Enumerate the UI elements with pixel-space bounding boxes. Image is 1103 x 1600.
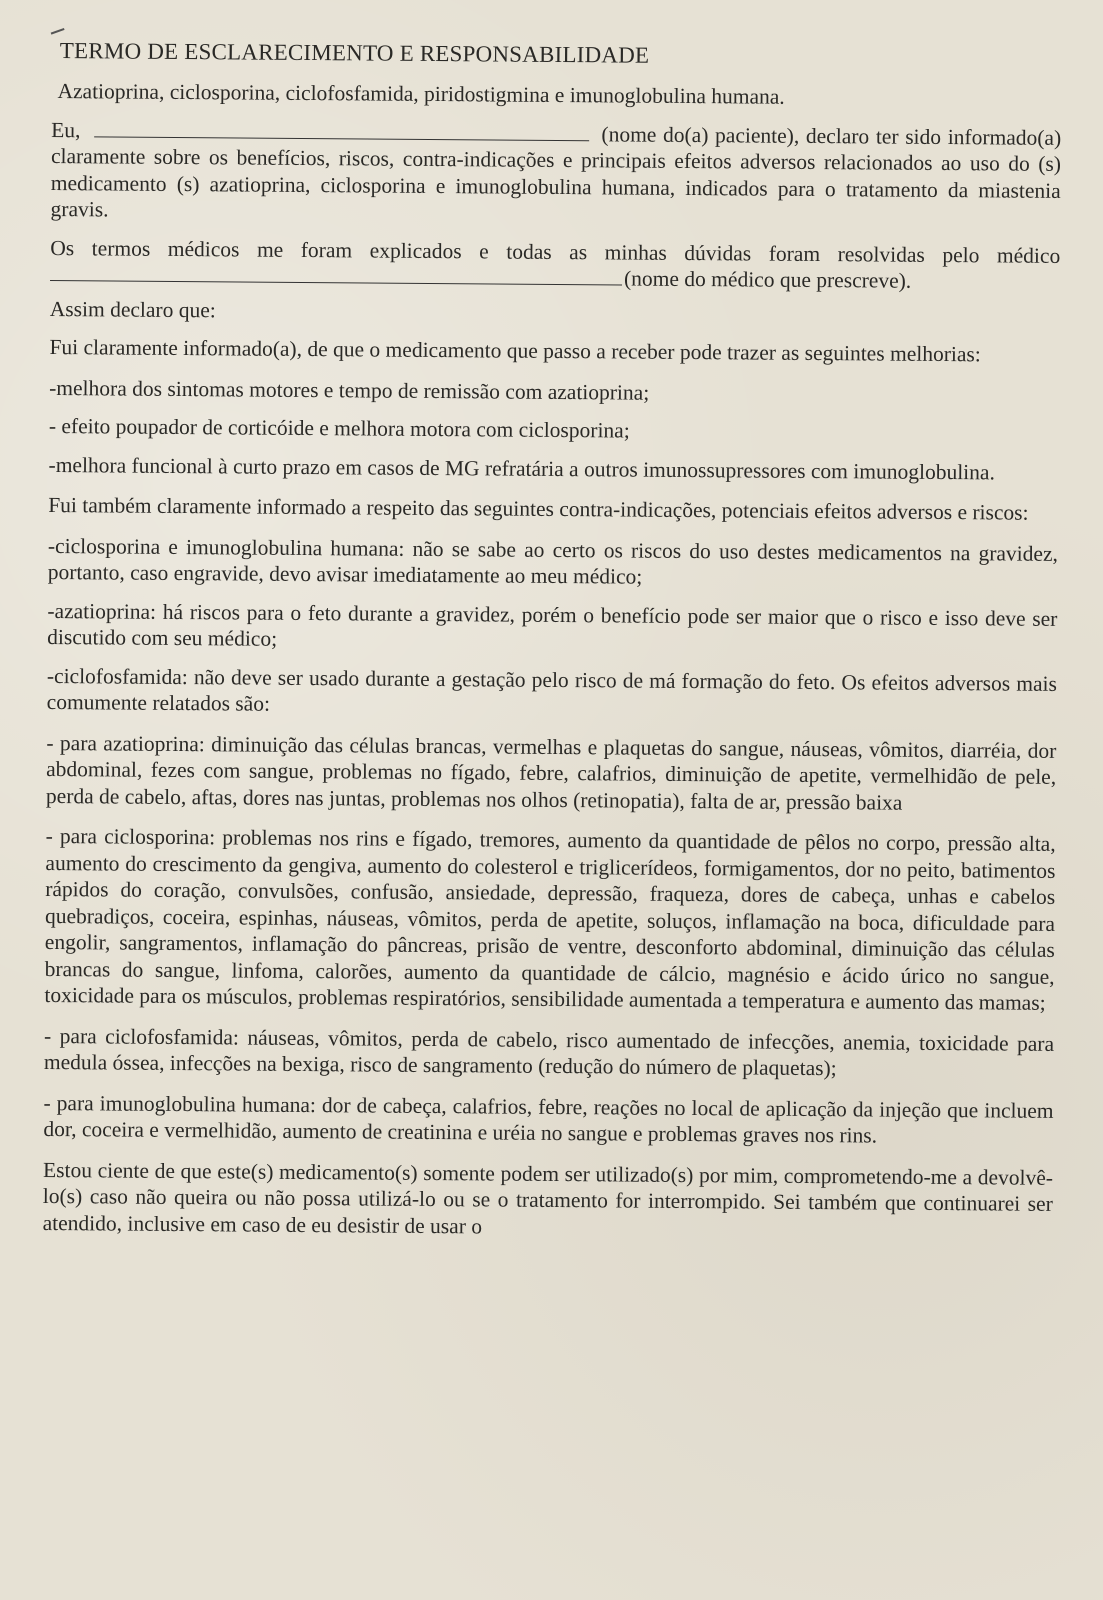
benefit-item: -melhora funcional à curto prazo em casos de MG refratária a outros imunossupressores com imunoglobulina. [48,452,995,484]
risk-item: -ciclosporina e imunoglobulina humana: não se sabe ao certo os riscos do uso destes medicamentos na gravidez, portanto, caso engravide, devo avisar imediatamente ao meu médico; [47,533,1059,589]
adverse-item: - para azatioprina: diminuição das células brancas, vermelhas e plaquetas do sangue, náuseas, vômitos, diarréia, dor abdominal, fezes com sangue, problemas no fígado, febre, calafrios, diminuição de apetite, vermelhidão de pele, perda de cabelo, aftas, dores nas juntas, problemas nos olhos (retinopatia), falta de ar, pressão baixa [45,730,1057,815]
risks-intro: Fui também claramente informado a respeito das seguintes contra-indicações, potenciais efeitos adversos e riscos: [48,492,1029,525]
adverse-item: - para ciclosporina: problemas nos rins e fígado, tremores, aumento da quantidade de pêlos no corpo, pressão alta, aumento do crescimento da gengiva, aumento do colesterol e triglicerídeos, formigamentos, dor no peito, batimentos rápidos do coração, convulsões, confusão, ansiedade, depressão, fraqueza, dores de cabeça, unhas e cabelos quebradiços, coceira, espinhas, náuseas, vômitos, perda de apetite, soluços, inflamação na boca, dificuldade para engolir, sangramentos, inflamação do pâncreas, prisão de ventre, desconforto abdominal, diminuição das células brancas do sangue, linfoma, calorões, aumento da quantidade de cálcio, magnésio e ácido úrico no sangue, toxicidade para os músculos, problemas respiratórios, sensibilidade aumentada a temperatura e aumento das mamas; [44,823,1056,1015]
medico-paragraph [50,234,1060,295]
risk-item: -azatioprina: há riscos para o feto durante a gravidez, porém o benefício pode ser maior que o risco e isso deve ser discutido com seu médico; [47,598,1058,651]
benefits-intro: Fui claramente informado(a), de que o medicamento que passo a receber pode trazer as seguintes melhorias: [49,334,981,367]
doctor-name-blank [50,262,622,285]
document-title: TERMO DE ESCLARECIMENTO E RESPONSABILIDADE [59,38,650,68]
patient-name-blank [94,118,589,141]
intro-prefix: Eu, [51,117,81,142]
risk-item: -ciclofosfamida: não deve ser usado durante a gestação pelo risco de má formação do feto. Os efeitos adversos mais comumente relatados são: [46,663,1057,716]
medico-prefix: Os termos médicos me foram explicados e todas as minhas dúvidas foram resolvidas pelo médico [50,235,1061,268]
closing-paragraph: Estou ciente de que este(s) medicamento(s) somente podem ser utilizado(s) por mim, comprometendo-me a devolvê-lo(s) caso não queira ou não possa utilizá-lo ou se o tratamento for interrompido. Sei também que continuarei ser atendido, inclusive em caso de eu desistir de usar o [42,1157,1054,1238]
intro-suffix: (nome do(a) paciente), declaro ter sido informado(a) claramente sobre os benefícios, riscos, contra-indicações e principais efeitos adversos relacionados ao uso do (s) medicamento (s) azatioprina, ciclosporina e imunoglobulina humana, indicados para o tratamento da miastenia gravis. [50,121,1062,222]
adverse-item: - para ciclofosfamida: náuseas, vômitos, perda de cabelo, risco aumentado de infecções, anemia, toxicidade para medula óssea, infecções na bexiga, risco de sangramento (redução do número de plaquetas); [43,1023,1055,1081]
adverse-item: - para imunoglobulina humana: dor de cabeça, calafrios, febre, reações no local de aplicação da injeção que incluem dor, coceira e vermelhidão, aumento de creatinina e uréia no sangue e problemas graves nos rins. [43,1090,1054,1148]
intro-paragraph [50,116,1061,230]
benefit-item: -melhora dos sintomas motores e tempo de remissão com azatioprina; [49,375,650,405]
drugs-line: Azatioprina, ciclosporina, ciclofosfamida, piridostigmina e imunoglobulina humana. [57,79,785,109]
declaro-line: Assim declaro que: [49,296,216,322]
benefit-item: - efeito poupador de corticóide e melhora motora com ciclosporina; [48,413,630,443]
consent-document [40,30,1062,1588]
medico-suffix: (nome do médico que prescreve). [623,266,912,293]
